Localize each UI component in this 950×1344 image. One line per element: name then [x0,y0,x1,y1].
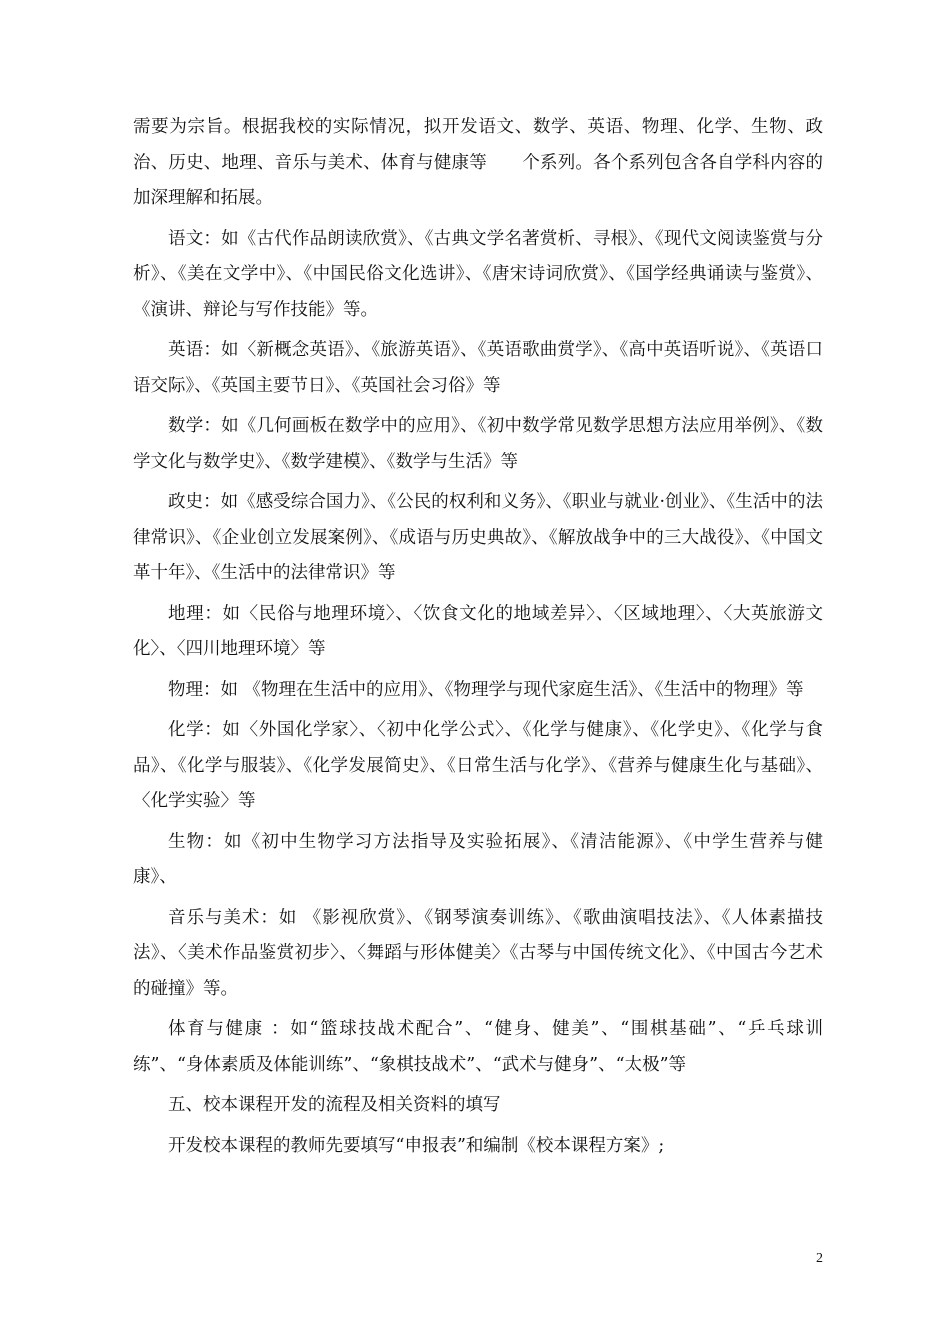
paragraph-chinese: 语文：如《古代作品朗读欣赏》、《古典文学名著赏析、寻根》、《现代文阅读鉴赏与分析》、《美在文学中》、《中国民俗文化选讲》、《唐宋诗词欣赏》、《国学经典诵读与鉴赏》、《演讲、辩论与写作技能》等。 [133,228,823,320]
paragraph-chemistry: 化学：如〈外国化学家〉、〈初中化学公式〉、《化学与健康》、《化学史》、《化学与食品》、《化学与服装》、《化学发展简史》、《日常生活与化学》、《营养与健康生化与基础》、〈化学实验〉等 [133,720,823,811]
paragraph-politics-history: 政史：如《感受综合国力》、《公民的权利和义务》、《职业与就业·创业》、《生活中的法律常识》、《企业创立发展案例》、《成语与历史典故》、《解放战争中的三大战役》、《中国文革十年》、《生活中的法律常识》等 [133,492,823,583]
section-heading: 五、校本课程开发的流程及相关资料的填写 [168,1095,501,1115]
paragraph-physics: 物理：如 《物理在生活中的应用》、《物理学与现代家庭生活》、《生活中的物理》等 [168,679,804,700]
paragraph-math: 数学：如《几何画板在数学中的应用》、《初中数学常见数学思想方法应用举例》、《数学文化与数学史》、《数学建模》、《数学与生活》等 [133,416,823,472]
paragraph-final: 开发校本课程的教师先要填写“申报表”和编制《校本课程方案》; [168,1135,665,1156]
paragraph-music-art: 音乐与美术：如 《影视欣赏》、《钢琴演奏训练》、《歌曲演唱技法》、《人体素描技法》、〈美术作品鉴赏初步〉、〈舞蹈与形体健美〉《古琴与中国传统文化》、《中国古今艺术的碰撞》等。 [133,907,823,999]
paragraph-biology: 生物：如《初中生物学习方法指导及实验拓展》、《清洁能源》、《中学生营养与健康》、 [133,831,823,887]
paragraph-intro: 需要为宗旨。根据我校的实际情况，拟开发语文、数学、英语、物理、化学、生物、政治、历史、地理、音乐与美术、体育与健康等 个系列。各个系列包含各自学科内容的加深理解和拓展。 [133,117,823,208]
paragraph-english: 英语：如〈新概念英语》、《旅游英语》、《英语歌曲赏学》、《高中英语听说》、《英语口语交际》、《英国主要节日》、《英国社会习俗》等 [133,340,823,396]
document-body [133,110,823,1169]
paragraph-pe-health: 体育与健康 ：如“篮球技战术配合”、“健身、健美”、“围棋基础”、“乒乓球训练”、“身体素质及体能训练”、“象棋技战术”、“武术与健身”、“太极”等 [133,1019,823,1075]
paragraph-geography: 地理：如〈民俗与地理环境〉、〈饮食文化的地域差异〉、〈区域地理〉、〈大英旅游文化〉、〈四川地理环境〉等 [133,603,823,659]
page-number: 2 [816,1251,823,1266]
